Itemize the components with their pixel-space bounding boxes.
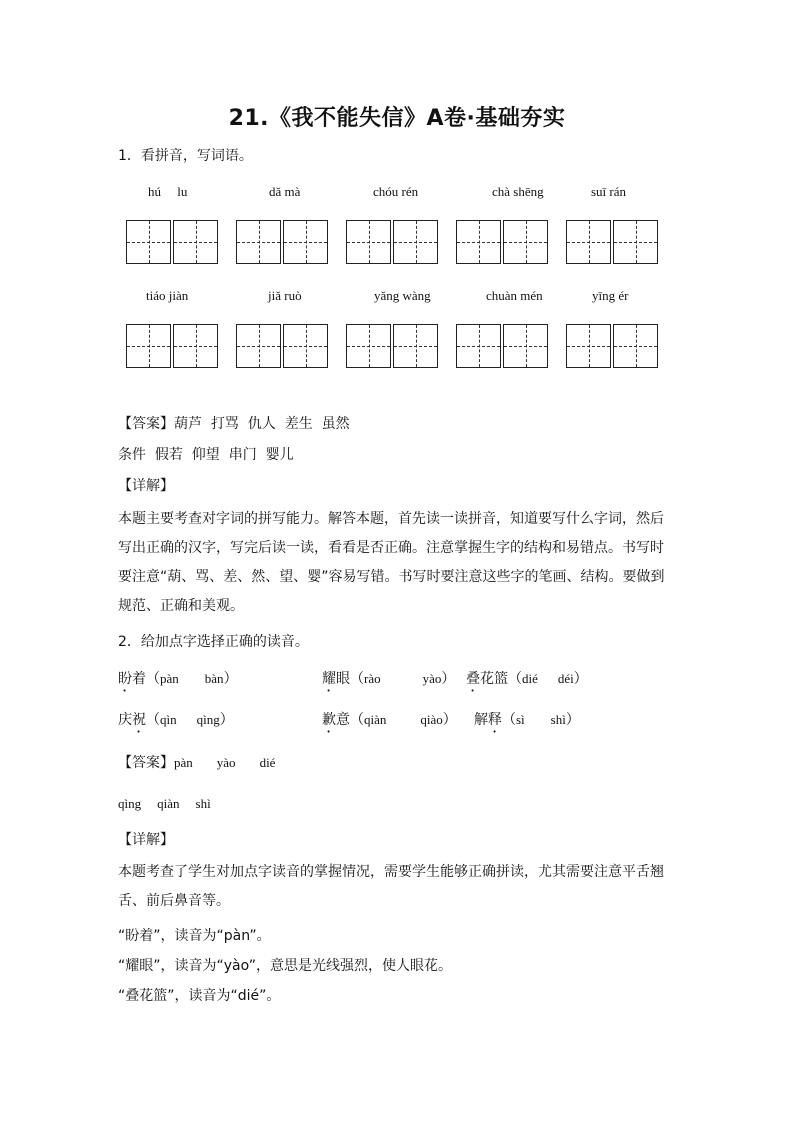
answer-label: 【答案】 [118, 755, 174, 771]
pinyin-6: tiáo jiàn [146, 288, 189, 303]
option-2[interactable]: yào [422, 671, 442, 686]
grid-cell[interactable] [393, 220, 438, 264]
grid-cell[interactable] [173, 324, 218, 368]
answer-label: 【答案】 [118, 416, 174, 432]
writing-grid[interactable] [456, 220, 548, 264]
item-word-after: 意（ [336, 712, 364, 728]
writing-grid[interactable] [566, 324, 658, 368]
q2-item-4 [118, 710, 234, 736]
q1-prompt: 1．看拼音，写词语。 [118, 148, 253, 164]
option-2[interactable]: shì [550, 712, 566, 727]
writing-grid[interactable] [236, 220, 328, 264]
grid-cell[interactable] [283, 324, 328, 368]
item-close: ） [442, 712, 457, 728]
grid-cell[interactable] [346, 220, 391, 264]
grid-cell[interactable] [393, 324, 438, 368]
grid-cell[interactable] [503, 324, 548, 368]
dotted-char: 歉 [322, 712, 336, 728]
writing-grid[interactable] [566, 220, 658, 264]
q2-prompt: 2．给加点字选择正确的读音。 [118, 634, 309, 650]
q1-detail-text: 本题主要考查对字词的拼写能力。解答本题，首先读一读拼音，知道要写什么字词，然后写出正确的汉字，写完后读一读，看看是否正确。注意掌握生字的结构和易错点。书写时要注意“葫、骂、差、然、望、婴”容易写错。书写时要注意这些字的笔画、结构。要做到规范、正确和美观。 [118, 511, 665, 614]
option-1[interactable]: sì [516, 712, 525, 727]
item-word-before: 庆 [118, 712, 132, 728]
q1-detail-label: 【详解】 [118, 478, 174, 494]
pinyin-7: jiǎ ruò [268, 288, 302, 303]
answer-value: qiàn [157, 796, 180, 811]
pinyin-5: suī rán [591, 184, 627, 199]
grid-cell[interactable] [346, 324, 391, 368]
grid-cell[interactable] [566, 220, 611, 264]
q2-item-3 [466, 669, 588, 695]
page-title: 21.《我不能失信》A卷·基础夯实 [228, 106, 566, 131]
q2-answer-line1 [118, 753, 275, 773]
option-1[interactable]: dié [522, 671, 538, 686]
writing-grid[interactable] [346, 324, 438, 368]
answer-value: shì [195, 796, 211, 811]
grid-cell[interactable] [456, 324, 501, 368]
item-word-after: 着（ [132, 671, 160, 687]
pinyin-4: chà shēng [492, 184, 544, 199]
grid-cell[interactable] [236, 324, 281, 368]
item-close: ） [441, 671, 456, 687]
writing-grid[interactable] [126, 220, 218, 264]
pinyin-8: yǎng wàng [374, 288, 431, 303]
pinyin-2: dǎ mà [269, 184, 301, 199]
answer-value: dié [259, 755, 276, 770]
grid-cell[interactable] [126, 324, 171, 368]
pinyin-3: chóu rén [373, 184, 419, 199]
answer-value: pàn [174, 755, 193, 770]
q2-detail-text: 本题考查了学生对加点字读音的掌握情况，需要学生能够正确拼读，尤其需要注意平舌翘舌、前后鼻音等。 [118, 864, 664, 909]
option-2[interactable]: qìng [196, 712, 220, 727]
q2-item-1 [118, 669, 238, 695]
dotted-char: 叠 [466, 671, 480, 687]
grid-cell[interactable] [173, 220, 218, 264]
pinyin-1: hú lu [148, 184, 188, 199]
grid-cell[interactable] [456, 220, 501, 264]
grid-cell[interactable] [236, 220, 281, 264]
answer-value: yào [216, 755, 236, 770]
option-2[interactable]: qiào [420, 712, 443, 727]
dotted-char: 释 [488, 712, 502, 728]
writing-grid[interactable] [456, 324, 548, 368]
answer-text: 葫芦 打骂 仇人 差生 虽然 [174, 416, 350, 432]
pinyin-9: chuàn mén [486, 288, 543, 303]
dotted-char: 盼 [118, 671, 132, 687]
item-word-before: 解 [474, 712, 488, 728]
grid-cell[interactable] [503, 220, 548, 264]
grid-cell[interactable] [613, 220, 658, 264]
answer-value: qìng [118, 796, 142, 811]
writing-grid[interactable] [346, 220, 438, 264]
item-close: ） [573, 671, 588, 687]
dotted-char: 耀 [322, 671, 336, 687]
writing-grid[interactable] [236, 324, 328, 368]
q1-answer-line2: 条件 假若 仰望 串门 婴儿 [118, 447, 294, 463]
q2-answer-line2 [118, 794, 211, 814]
grid-cell[interactable] [613, 324, 658, 368]
q2-item-5 [322, 710, 457, 736]
option-2[interactable]: bàn [204, 671, 224, 686]
option-1[interactable]: qìn [160, 712, 177, 727]
option-1[interactable]: qiàn [364, 712, 387, 727]
option-1[interactable]: pàn [160, 671, 179, 686]
item-close: ） [565, 712, 580, 728]
q2-detail-label: 【详解】 [118, 832, 174, 848]
q2-explain-1: “盼着”，读音为“pàn”。 [118, 928, 271, 944]
item-word-after: 眼（ [336, 671, 364, 687]
option-2[interactable]: déi [557, 671, 574, 686]
item-close: ） [219, 712, 234, 728]
q2-explain-2: “耀眼”，读音为“yào”，意思是光线强烈，使人眼花。 [118, 958, 452, 974]
q1-answer-line1 [118, 414, 350, 434]
grid-cell[interactable] [566, 324, 611, 368]
grid-cell[interactable] [283, 220, 328, 264]
pinyin-10: yīng ér [592, 288, 629, 303]
item-close: ） [223, 671, 238, 687]
q2-item-6 [474, 710, 580, 736]
option-1[interactable]: rào [364, 671, 381, 686]
writing-grid[interactable] [126, 324, 218, 368]
item-word-after: （ [502, 712, 516, 728]
q2-item-2 [322, 669, 455, 695]
item-word-after: 花篮（ [480, 671, 522, 687]
item-word-after: （ [146, 712, 160, 728]
q2-explain-3: “叠花篮”，读音为“dié”。 [118, 988, 281, 1004]
grid-cell[interactable] [126, 220, 171, 264]
dotted-char: 祝 [132, 712, 146, 728]
